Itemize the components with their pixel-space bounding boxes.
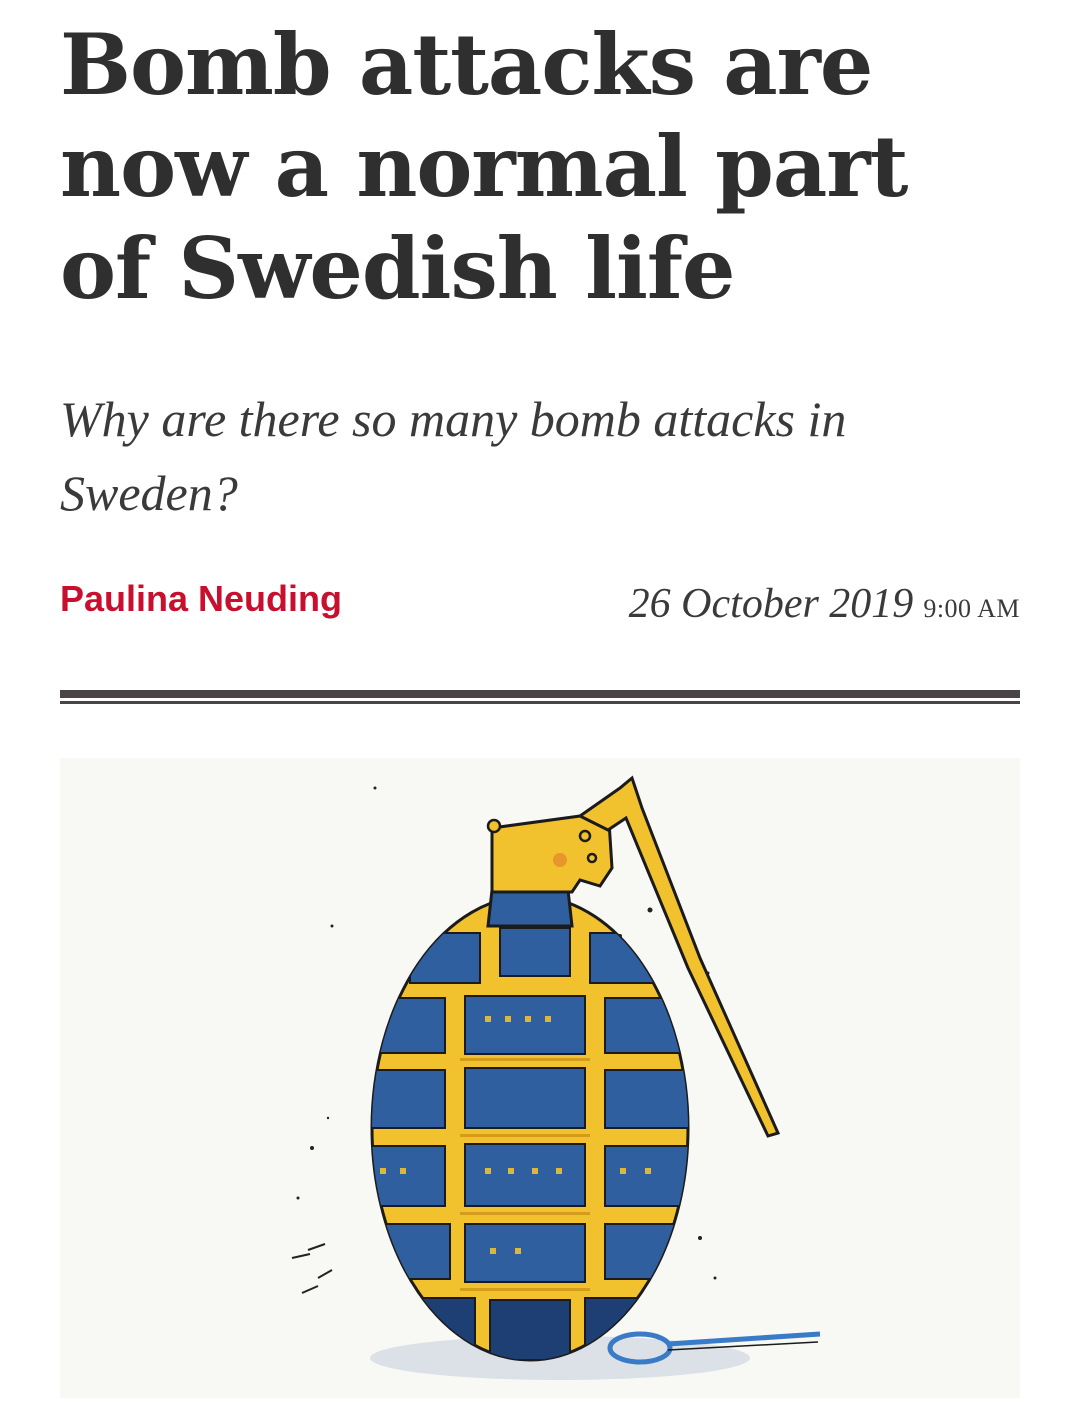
article-headline: Bomb attacks are now a normal part of Swedish life — [60, 15, 908, 318]
article-meta — [60, 570, 1020, 640]
article-header — [60, 0, 1020, 627]
publish-date: 26 October 2019 — [628, 581, 914, 627]
publish-dateline — [629, 580, 1020, 628]
header-divider — [60, 690, 1020, 704]
article-standfirst: Why are there so many bomb attacks in Sweden? — [60, 391, 847, 521]
author-link[interactable]: Paulina Neuding — [60, 578, 343, 619]
publish-time: 9:00 AM — [923, 594, 1020, 623]
article-illustration — [60, 758, 1020, 1398]
grenade-illustration — [60, 758, 1020, 1398]
grenade-neck — [488, 890, 572, 926]
ink-strokes — [292, 1244, 332, 1293]
